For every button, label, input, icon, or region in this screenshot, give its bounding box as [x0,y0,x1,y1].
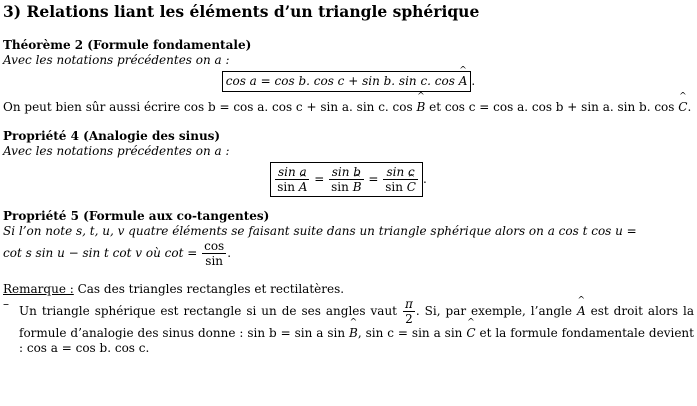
property-5-line-2 [3,239,694,268]
remark-item-part-5: et la formule fondamentale devient : cos a = cos b. cos c. [19,326,694,356]
remark-angle-b-hat: ^ B [349,326,358,341]
equals-sign-2: = [368,172,379,187]
theorem-2 [3,38,694,92]
angle-b-hat: ^ B [416,100,425,115]
fundamental-formula-text: cos a = cos b. cos c + sin b. sin c. cos [225,74,459,89]
fundamental-formula-period: . [471,74,476,89]
remark-angle-a-hat: ^ A [577,304,586,319]
remark-block [3,282,694,356]
sine-fraction-c-angle: ^ C [407,180,416,194]
cot-fraction-num: cos [204,239,225,254]
remark-item-part-2: . Si, par exemple, l’angle [415,304,577,319]
alternate-forms-line [3,100,694,115]
cot-fraction-den: sin [205,254,224,269]
alternate-forms-text-1: On peut bien sûr aussi écrire cos b = cos a. cos c + sin a. sin c. cos [3,100,417,115]
property-5-line-1: Si l’on note s, t, u, v quatre éléments se faisant suite dans un triangle sphérique alors on a cos t cos u = [3,224,637,239]
property-4 [3,129,694,197]
list-dash: – [3,297,9,312]
property-5 [3,209,694,268]
property-4-intro: Avec les notations précédentes on a : [3,144,230,159]
property-4-heading: Propriété 4 (Analogie des sinus) [3,129,221,144]
alternate-forms-period: . [687,100,692,115]
fundamental-formula-row [3,71,694,92]
sine-fraction-c [383,165,418,194]
section-title: 3) Relations liant les éléments d’un triangle sphérique [3,2,480,21]
theorem-2-intro: Avec les notations précédentes on a : [3,53,230,68]
property-5-heading: Propriété 5 (Formule aux co-tangentes) [3,209,270,224]
angle-a-hat: ^ A [459,74,468,89]
sine-fraction-a-num: sin a [275,165,309,180]
remark-text: Cas des triangles rectangles et rectilatères. [73,282,345,297]
sine-fraction-c-num: sin c [383,165,418,180]
remark-item-part-4: , sin c = sin a sin [357,326,467,341]
pi-over-2-num: π [404,297,413,312]
remark-item-part-1: Un triangle sphérique est rectangle si un de ses angles vaut [19,304,402,319]
sine-fraction-b-den: sin [331,180,353,195]
sine-rule-period: . [422,172,427,187]
alternate-forms-text-2: et cos c = cos a. cos b + sin a. sin b. cos [425,100,679,115]
remark-list [3,297,694,356]
sine-fraction-b-angle: ^ B [353,180,362,194]
sine-rule-box [270,162,423,197]
list-item [3,297,694,356]
remark-item-part-3: est droit alors la formule d’analogie des sinus donne : sin b = sin a sin [19,304,695,341]
angle-c-hat: ^ C [678,100,687,115]
sine-rule-row [3,162,694,197]
equals-sign-1: = [314,172,325,187]
sine-fraction-b-num: sin b [329,165,363,180]
sine-fraction-a-den: sin [277,180,299,195]
sine-fraction-c-den: sin [385,180,407,195]
sine-fraction-a [275,165,309,194]
cotangent-formula-text: cot s sin u − sin t cot v où cot = [3,246,198,261]
sine-fraction-b [329,165,363,194]
remark-label: Remarque : [3,282,74,297]
pi-over-2-fraction [403,297,415,326]
cot-definition-fraction [202,239,226,268]
remark-angle-c-hat: ^ C [466,326,475,341]
sine-fraction-a-angle: ^ A [299,180,308,194]
theorem-2-heading: Théorème 2 (Formule fondamentale) [3,38,252,53]
pi-over-2-den: 2 [405,312,413,327]
remark-line [3,282,694,297]
fundamental-formula-box [222,71,472,92]
cotangent-period: . [227,246,232,261]
